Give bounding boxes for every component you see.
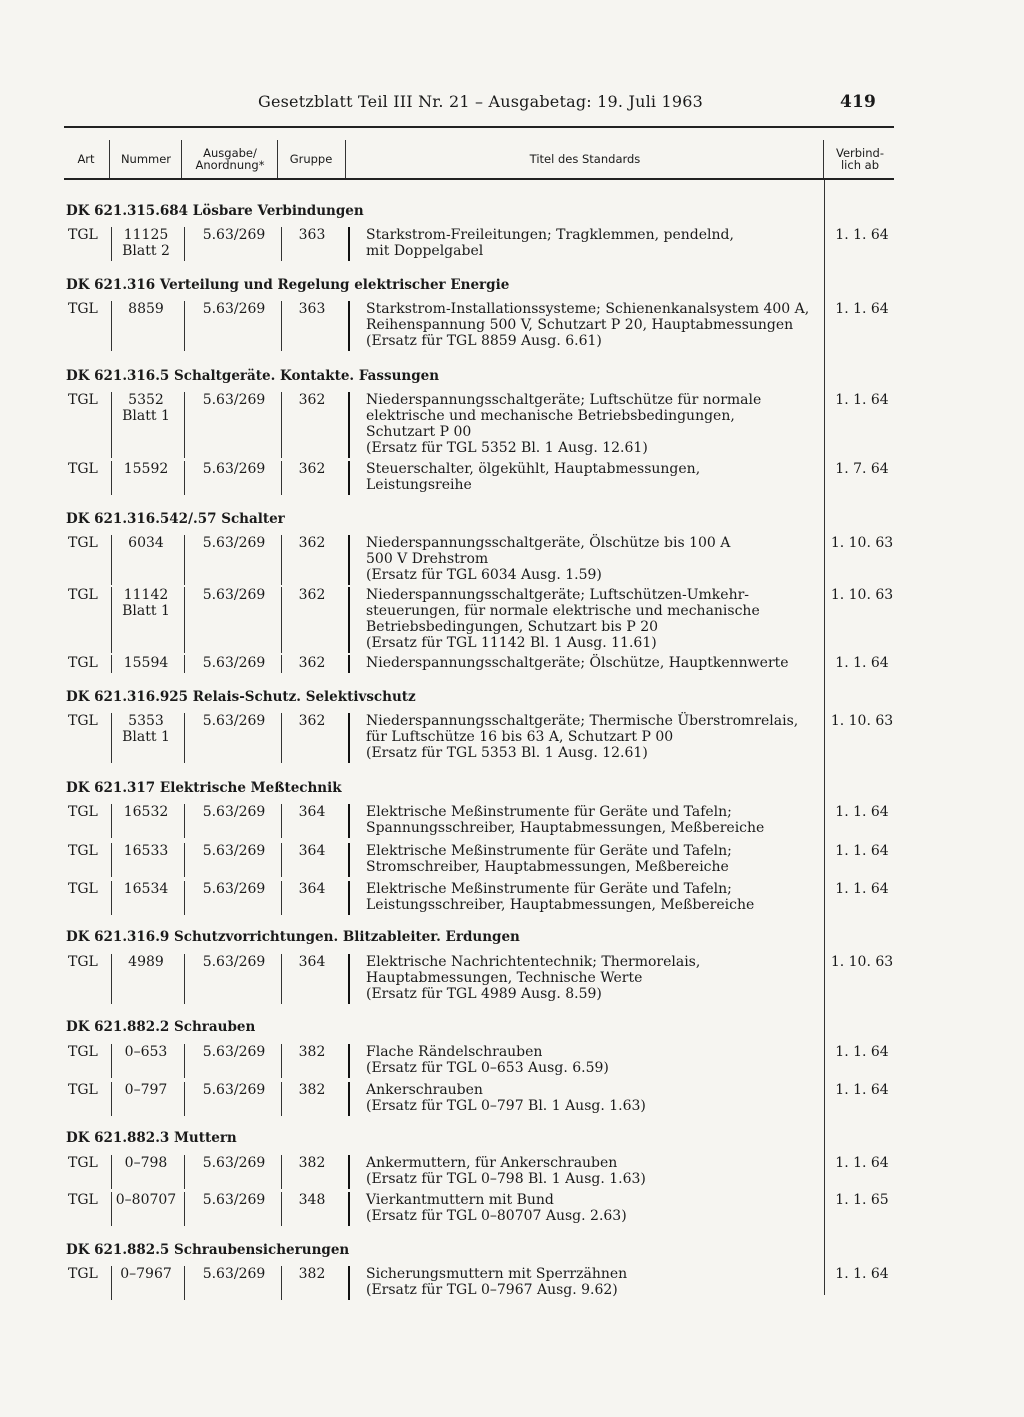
cell-titel-line: für Luftschütze 16 bis 63 A, Schutzart P 00 — [366, 729, 674, 745]
row-separator — [111, 713, 112, 763]
cell-verbindlich: 1. 1. 64 — [835, 655, 889, 671]
row-separator — [348, 954, 350, 1004]
cell-titel-line: Ankermuttern, für Ankerschrauben — [366, 1155, 618, 1171]
column-separator — [345, 140, 346, 180]
row-separator — [281, 1266, 282, 1300]
cell-art: TGL — [68, 804, 98, 820]
cell-art: TGL — [68, 655, 98, 671]
cell-nummer-line: 0–797 — [124, 1082, 168, 1098]
row-separator — [184, 881, 185, 915]
column-header-ausgabe-line1: Ausgabe/ — [203, 146, 257, 160]
row-separator — [348, 655, 350, 673]
cell-nummer-line: 16533 — [123, 843, 169, 859]
header-rule — [64, 126, 894, 128]
cell-gruppe: 362 — [298, 535, 326, 551]
cell-gruppe: 363 — [298, 227, 326, 243]
cell-nummer-line: 4989 — [128, 954, 164, 970]
cell-nummer-line: 0–653 — [124, 1044, 168, 1060]
cell-gruppe: 364 — [298, 804, 326, 820]
cell-art: TGL — [68, 227, 98, 243]
cell-gruppe: 362 — [298, 655, 326, 671]
cell-verbindlich: 1. 1. 64 — [835, 1266, 889, 1282]
column-header-verbindlich-line1: Verbind- — [835, 146, 884, 160]
cell-verbindlich: 1. 1. 64 — [835, 1044, 889, 1060]
cell-art: TGL — [68, 843, 98, 859]
cell-nummer-line: 5353 — [128, 713, 164, 729]
cell-titel — [366, 227, 822, 259]
cell-verbindlich: 1. 1. 64 — [835, 1155, 889, 1171]
cell-ausgabe: 5.63/269 — [202, 655, 266, 671]
cell-verbindlich: 1. 10. 63 — [830, 713, 894, 729]
row-separator — [111, 804, 112, 838]
cell-verbindlich: 1. 1. 64 — [835, 227, 889, 243]
row-separator — [281, 1155, 282, 1189]
row-separator — [111, 227, 112, 261]
cell-titel-line: Ankerschrauben — [366, 1082, 483, 1098]
row-separator — [348, 535, 350, 585]
cell-titel-line: Stromschreiber, Hauptabmessungen, Meßbereiche — [366, 859, 729, 875]
cell-titel — [366, 843, 822, 875]
cell-titel — [366, 587, 822, 651]
row-separator — [281, 301, 282, 351]
cell-ausgabe: 5.63/269 — [202, 1155, 266, 1171]
cell-titel — [366, 954, 822, 1002]
cell-nummer — [114, 804, 178, 820]
row-separator — [281, 1192, 282, 1226]
cell-titel-line: Elektrische Meßinstrumente für Geräte und Tafeln; — [366, 881, 732, 897]
cell-ausgabe: 5.63/269 — [202, 461, 266, 477]
cell-nummer-line: 8859 — [128, 301, 164, 317]
cell-nummer — [114, 392, 178, 424]
cell-titel — [366, 535, 822, 583]
cell-verbindlich: 1. 1. 64 — [835, 843, 889, 859]
column-header-ausgabe-line2: Anordnung* — [195, 158, 265, 172]
row-separator — [111, 392, 112, 458]
cell-nummer — [114, 954, 178, 970]
row-separator — [184, 301, 185, 351]
cell-nummer — [114, 1192, 178, 1208]
cell-titel-line: Elektrische Meßinstrumente für Geräte und Tafeln; — [366, 804, 732, 820]
row-separator — [348, 881, 350, 915]
cell-verbindlich: 1. 10. 63 — [830, 587, 894, 603]
page-number: 419 — [840, 92, 877, 112]
cell-gruppe: 364 — [298, 954, 326, 970]
cell-titel-line: Niederspannungsschaltgeräte; Luftschütze für normale — [366, 392, 762, 408]
cell-ausgabe: 5.63/269 — [202, 301, 266, 317]
cell-ausgabe: 5.63/269 — [202, 881, 266, 897]
row-separator — [111, 1192, 112, 1226]
cell-gruppe: 362 — [298, 461, 326, 477]
section-heading: DK 621.316.925 Relais-Schutz. Selektivschutz — [66, 689, 416, 705]
cell-titel — [366, 804, 822, 836]
cell-art: TGL — [68, 1155, 98, 1171]
section-heading: DK 621.316.5 Schaltgeräte. Kontakte. Fassungen — [66, 368, 440, 384]
row-separator — [184, 1155, 185, 1189]
row-separator — [111, 843, 112, 877]
column-separator — [181, 140, 182, 180]
row-separator — [111, 655, 112, 673]
cell-nummer-line: 16532 — [123, 804, 169, 820]
row-separator — [184, 461, 185, 495]
row-separator — [184, 1192, 185, 1226]
section-heading: DK 621.882.5 Schraubensicherungen — [66, 1242, 350, 1258]
column-header-titel: Titel des Standards — [529, 152, 641, 166]
cell-nummer — [114, 1082, 178, 1098]
row-separator — [348, 392, 350, 458]
cell-nummer — [114, 1044, 178, 1060]
section-heading: DK 621.316.9 Schutzvorrichtungen. Blitzableiter. Erdungen — [66, 929, 520, 945]
cell-art: TGL — [68, 392, 98, 408]
cell-titel-line: (Ersatz für TGL 5352 Bl. 1 Ausg. 12.61) — [366, 440, 648, 456]
row-separator — [184, 1082, 185, 1116]
cell-titel — [366, 301, 822, 349]
cell-nummer — [114, 301, 178, 317]
row-separator — [184, 1044, 185, 1078]
cell-nummer-line: 11125 — [123, 227, 169, 243]
column-separator — [823, 140, 824, 180]
column-separator — [277, 140, 278, 180]
row-separator — [281, 804, 282, 838]
row-separator — [281, 461, 282, 495]
cell-ausgabe: 5.63/269 — [202, 227, 266, 243]
cell-gruppe: 382 — [298, 1044, 326, 1060]
row-separator — [348, 1266, 350, 1300]
column-header-gruppe: Gruppe — [289, 152, 333, 166]
cell-ausgabe: 5.63/269 — [202, 535, 266, 551]
cell-nummer-line: 0–80707 — [115, 1192, 177, 1208]
section-heading: DK 621.316.542/.57 Schalter — [66, 511, 285, 527]
cell-nummer — [114, 713, 178, 745]
cell-titel-line: Hauptabmessungen, Technische Werte — [366, 970, 643, 986]
cell-titel-line: Elektrische Nachrichtentechnik; Thermorelais, — [366, 954, 701, 970]
cell-ausgabe: 5.63/269 — [202, 392, 266, 408]
cell-gruppe: 362 — [298, 392, 326, 408]
cell-titel — [366, 461, 822, 493]
cell-nummer-line: 5352 — [128, 392, 164, 408]
page-header-title: Gesetzblatt Teil III Nr. 21 – Ausgabetag: 19. Juli 1963 — [258, 92, 704, 111]
cell-titel-line: (Ersatz für TGL 8859 Ausg. 6.61) — [366, 333, 602, 349]
cell-titel-line: Niederspannungsschaltgeräte; Ölschütze, Hauptkennwerte — [366, 655, 789, 671]
cell-nummer — [114, 535, 178, 551]
cell-nummer — [114, 227, 178, 259]
cell-titel-line: Niederspannungsschaltgeräte; Thermische Überstromrelais, — [366, 713, 799, 729]
row-separator — [184, 535, 185, 585]
cell-titel-line: (Ersatz für TGL 0–653 Ausg. 6.59) — [366, 1060, 609, 1076]
row-separator — [281, 587, 282, 653]
row-separator — [281, 843, 282, 877]
row-separator — [111, 1044, 112, 1078]
cell-art: TGL — [68, 301, 98, 317]
row-separator — [348, 301, 350, 351]
cell-titel — [366, 1192, 822, 1224]
cell-titel-line: Betriebsbedingungen, Schutzart bis P 20 — [366, 619, 659, 635]
cell-verbindlich: 1. 10. 63 — [830, 954, 894, 970]
cell-verbindlich: 1. 1. 64 — [835, 301, 889, 317]
cell-art: TGL — [68, 1044, 98, 1060]
cell-nummer-line: Blatt 1 — [122, 729, 170, 745]
row-separator — [184, 843, 185, 877]
cell-ausgabe: 5.63/269 — [202, 843, 266, 859]
cell-ausgabe: 5.63/269 — [202, 1082, 266, 1098]
cell-titel-line: Sicherungsmuttern mit Sperrzähnen — [366, 1266, 628, 1282]
cell-gruppe: 382 — [298, 1082, 326, 1098]
row-separator — [111, 1155, 112, 1189]
cell-nummer-line: 0–7967 — [120, 1266, 172, 1282]
row-separator — [281, 535, 282, 585]
cell-titel-line: (Ersatz für TGL 11142 Bl. 1 Ausg. 11.61) — [366, 635, 657, 651]
row-separator — [348, 1155, 350, 1189]
cell-art: TGL — [68, 881, 98, 897]
row-separator — [111, 301, 112, 351]
cell-titel-line: Spannungsschreiber, Hauptabmessungen, Meßbereiche — [366, 820, 765, 836]
row-separator — [111, 587, 112, 653]
row-separator — [348, 843, 350, 877]
row-separator — [184, 587, 185, 653]
cell-nummer — [114, 655, 178, 671]
cell-gruppe: 362 — [298, 713, 326, 729]
cell-titel-line: Steuerschalter, ölgekühlt, Hauptabmessungen, — [366, 461, 701, 477]
cell-nummer-line: 15592 — [123, 461, 169, 477]
cell-titel-line: Leistungsreihe — [366, 477, 472, 493]
cell-titel-line: Vierkantmuttern mit Bund — [366, 1192, 554, 1208]
row-separator — [184, 227, 185, 261]
cell-verbindlich: 1. 1. 64 — [835, 1082, 889, 1098]
row-separator — [281, 954, 282, 1004]
cell-nummer-line: Blatt 2 — [122, 243, 170, 259]
row-separator — [184, 804, 185, 838]
cell-titel-line: 500 V Drehstrom — [366, 551, 489, 567]
row-separator — [111, 954, 112, 1004]
cell-titel — [366, 1044, 822, 1076]
cell-ausgabe: 5.63/269 — [202, 1266, 266, 1282]
cell-titel-line: steuerungen, für normale elektrische und mechanische — [366, 603, 760, 619]
column-header-rule — [64, 178, 894, 180]
cell-titel-line: elektrische und mechanische Betriebsbedingungen, — [366, 408, 735, 424]
row-separator — [281, 1044, 282, 1078]
row-separator — [348, 713, 350, 763]
cell-art: TGL — [68, 713, 98, 729]
cell-titel-line: (Ersatz für TGL 0–798 Bl. 1 Ausg. 1.63) — [366, 1171, 646, 1187]
cell-gruppe: 382 — [298, 1155, 326, 1171]
cell-titel — [366, 1082, 822, 1114]
cell-titel-line: (Ersatz für TGL 5353 Bl. 1 Ausg. 12.61) — [366, 745, 648, 761]
row-separator — [111, 535, 112, 585]
row-separator — [111, 881, 112, 915]
verbindlich-column-rule — [824, 180, 825, 1295]
cell-nummer-line: Blatt 1 — [122, 603, 170, 619]
cell-ausgabe: 5.63/269 — [202, 713, 266, 729]
cell-titel-line: mit Doppelgabel — [366, 243, 484, 259]
cell-ausgabe: 5.63/269 — [202, 804, 266, 820]
row-separator — [348, 1082, 350, 1116]
section-heading: DK 621.317 Elektrische Meßtechnik — [66, 780, 342, 796]
column-header-art: Art — [77, 152, 95, 166]
cell-gruppe: 348 — [298, 1192, 326, 1208]
row-separator — [111, 1266, 112, 1300]
cell-nummer — [114, 461, 178, 477]
cell-nummer-line: 6034 — [128, 535, 164, 551]
cell-art: TGL — [68, 1082, 98, 1098]
cell-ausgabe: 5.63/269 — [202, 1192, 266, 1208]
cell-nummer-line: Blatt 1 — [122, 408, 170, 424]
cell-titel-line: Leistungsschreiber, Hauptabmessungen, Meßbereiche — [366, 897, 755, 913]
column-header-verbindlich — [826, 142, 894, 176]
cell-verbindlich: 1. 7. 64 — [835, 461, 889, 477]
row-separator — [281, 392, 282, 458]
cell-art: TGL — [68, 587, 98, 603]
cell-gruppe: 362 — [298, 587, 326, 603]
cell-titel-line: Reihenspannung 500 V, Schutzart P 20, Hauptabmessungen — [366, 317, 794, 333]
row-separator — [184, 713, 185, 763]
cell-titel-line: Schutzart P 00 — [366, 424, 472, 440]
cell-art: TGL — [68, 1266, 98, 1282]
cell-art: TGL — [68, 954, 98, 970]
row-separator — [184, 655, 185, 673]
row-separator — [348, 461, 350, 495]
column-separator — [109, 140, 110, 180]
row-separator — [184, 392, 185, 458]
cell-gruppe: 363 — [298, 301, 326, 317]
row-separator — [281, 227, 282, 261]
cell-nummer-line: 0–798 — [124, 1155, 168, 1171]
cell-nummer — [114, 843, 178, 859]
section-heading: DK 621.316 Verteilung und Regelung elektrischer Energie — [66, 277, 510, 293]
cell-nummer — [114, 1155, 178, 1171]
cell-titel — [366, 1155, 822, 1187]
cell-verbindlich: 1. 1. 64 — [835, 881, 889, 897]
cell-titel-line: Starkstrom-Freileitungen; Tragklemmen, pendelnd, — [366, 227, 734, 243]
cell-titel-line: (Ersatz für TGL 0–7967 Ausg. 9.62) — [366, 1282, 618, 1298]
row-separator — [281, 1082, 282, 1116]
cell-verbindlich: 1. 1. 65 — [835, 1192, 889, 1208]
cell-titel-line: Niederspannungsschaltgeräte; Luftschützen-Umkehr- — [366, 587, 750, 603]
column-header-nummer: Nummer — [120, 152, 172, 166]
row-separator — [348, 227, 350, 261]
cell-art: TGL — [68, 461, 98, 477]
cell-verbindlich: 1. 1. 64 — [835, 392, 889, 408]
cell-verbindlich: 1. 1. 64 — [835, 804, 889, 820]
cell-art: TGL — [68, 1192, 98, 1208]
row-separator — [184, 1266, 185, 1300]
row-separator — [348, 587, 350, 653]
column-header-verbindlich-line2: lich ab — [840, 158, 879, 172]
cell-verbindlich: 1. 10. 63 — [830, 535, 894, 551]
row-separator — [281, 881, 282, 915]
cell-nummer — [114, 1266, 178, 1282]
row-separator — [348, 804, 350, 838]
cell-gruppe: 364 — [298, 843, 326, 859]
cell-titel-line: Flache Rändelschrauben — [366, 1044, 543, 1060]
cell-nummer-line: 16534 — [123, 881, 169, 897]
row-separator — [348, 1044, 350, 1078]
section-heading: DK 621.882.2 Schrauben — [66, 1019, 256, 1035]
cell-titel-line: (Ersatz für TGL 0–80707 Ausg. 2.63) — [366, 1208, 627, 1224]
cell-titel-line: Elektrische Meßinstrumente für Geräte und Tafeln; — [366, 843, 732, 859]
cell-nummer — [114, 881, 178, 897]
cell-gruppe: 382 — [298, 1266, 326, 1282]
cell-ausgabe: 5.63/269 — [202, 587, 266, 603]
cell-titel-line: (Ersatz für TGL 0–797 Bl. 1 Ausg. 1.63) — [366, 1098, 646, 1114]
column-header-ausgabe — [184, 142, 276, 176]
row-separator — [184, 954, 185, 1004]
row-separator — [111, 461, 112, 495]
cell-ausgabe: 5.63/269 — [202, 1044, 266, 1060]
cell-titel-line: (Ersatz für TGL 4989 Ausg. 8.59) — [366, 986, 602, 1002]
cell-nummer-line: 11142 — [123, 587, 169, 603]
cell-titel — [366, 713, 822, 761]
cell-titel — [366, 1266, 822, 1298]
cell-titel-line: (Ersatz für TGL 6034 Ausg. 1.59) — [366, 567, 602, 583]
section-heading: DK 621.882.3 Muttern — [66, 1130, 237, 1146]
row-separator — [348, 1192, 350, 1226]
cell-titel-line: Niederspannungsschaltgeräte, Ölschütze bis 100 A — [366, 535, 731, 551]
cell-ausgabe: 5.63/269 — [202, 954, 266, 970]
cell-nummer-line: 15594 — [123, 655, 169, 671]
cell-gruppe: 364 — [298, 881, 326, 897]
cell-titel — [366, 881, 822, 913]
section-heading: DK 621.315.684 Lösbare Verbindungen — [66, 203, 364, 219]
cell-nummer — [114, 587, 178, 619]
cell-titel-line: Starkstrom-Installationssysteme; Schienenkanalsystem 400 A, — [366, 301, 810, 317]
row-separator — [281, 713, 282, 763]
cell-titel — [366, 655, 822, 671]
cell-titel — [366, 392, 822, 456]
row-separator — [111, 1082, 112, 1116]
row-separator — [281, 655, 282, 673]
cell-art: TGL — [68, 535, 98, 551]
